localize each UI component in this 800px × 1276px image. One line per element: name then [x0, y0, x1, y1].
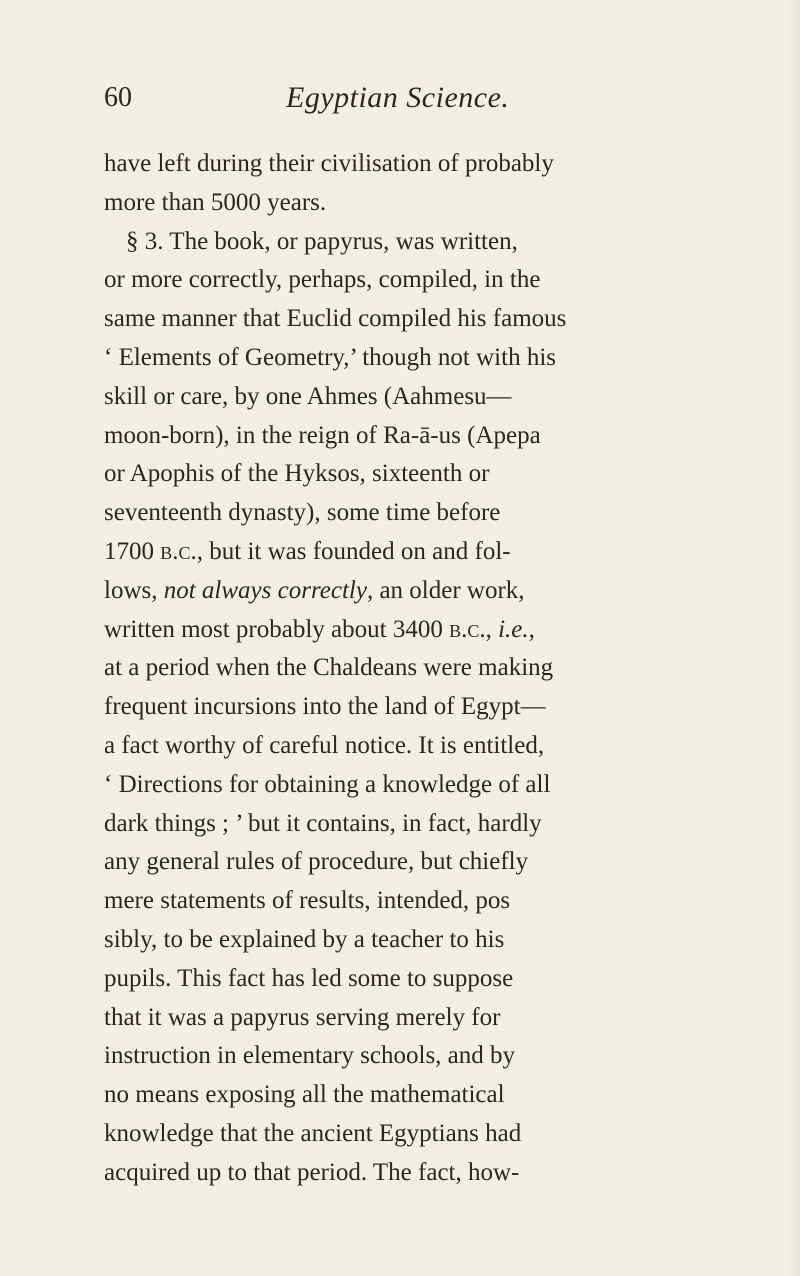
text-line: ‘ Directions for obtaining a knowledge of all [104, 770, 551, 798]
body-text [104, 145, 744, 1193]
page-edge-shadow [786, 0, 800, 1276]
text-line: same manner that Euclid compiled his famous [104, 305, 567, 333]
running-title: Egyptian Science. [286, 81, 510, 114]
page-number: 60 [104, 82, 132, 113]
text-line: ‘ Elements of Geometry,’ though not with his [104, 343, 557, 371]
text-line: frequent incursions into the land of Egypt— [104, 693, 546, 721]
text-line: sibly, to be explained by a teacher to his [104, 925, 505, 953]
text-line: at a period when the Chaldeans were making [104, 654, 554, 682]
text-line: no means exposing all the mathematical [104, 1081, 505, 1109]
text-fragment: , [485, 615, 499, 643]
text-fragment: written most probably about 3400 [104, 615, 450, 643]
text-line: knowledge that the ancient Egyptians had [104, 1119, 522, 1147]
text-line: pupils. This fact has led some to suppose [104, 964, 514, 992]
text-line: or more correctly, perhaps, compiled, in the [104, 266, 541, 294]
text-line: skill or care, by one Ahmes (Aahmesu— [104, 382, 512, 410]
text-line: have left during their civilisation of probably [104, 150, 554, 177]
text-line: mere statements of results, intended, pos [104, 887, 511, 915]
era-abbreviation: b.c. [160, 537, 197, 565]
section-3-opening-line: § 3. The book, or papyrus, was written, [126, 227, 518, 255]
text-line: instruction in elementary schools, and by [104, 1042, 516, 1070]
text-line: dark things ; ’ but it contains, in fact, hardly [104, 809, 542, 837]
text-line: moon-born), in the reign of Ra-ā-us (Apepa [104, 421, 541, 449]
text-line: seventeenth dynasty), some time before [104, 499, 501, 527]
page-header [104, 78, 744, 118]
text-line: more than 5000 years. [104, 188, 327, 216]
emphasis-text: not always correctly [163, 576, 367, 604]
text-fragment: 1700 [104, 537, 161, 565]
text-line: that it was a papyrus serving merely for [104, 1003, 501, 1031]
era-abbreviation: b.c. [449, 615, 486, 643]
text-line [104, 533, 744, 572]
text-fragment: , an older work, [366, 576, 525, 604]
text-line [104, 572, 744, 611]
text-line [104, 611, 744, 650]
text-line: or Apophis of the Hyksos, sixteenth or [104, 460, 490, 488]
emphasis-text: i.e. [498, 615, 529, 643]
text-fragment: lows, [104, 576, 164, 604]
text-line: acquired up to that period. The fact, how- [104, 1158, 520, 1186]
text-line: a fact worthy of careful notice. It is entitled, [104, 731, 545, 759]
text-fragment: , but it was founded on and fol- [196, 537, 511, 565]
text-fragment: , [528, 615, 535, 643]
text-line: any general rules of procedure, but chiefly [104, 848, 529, 876]
